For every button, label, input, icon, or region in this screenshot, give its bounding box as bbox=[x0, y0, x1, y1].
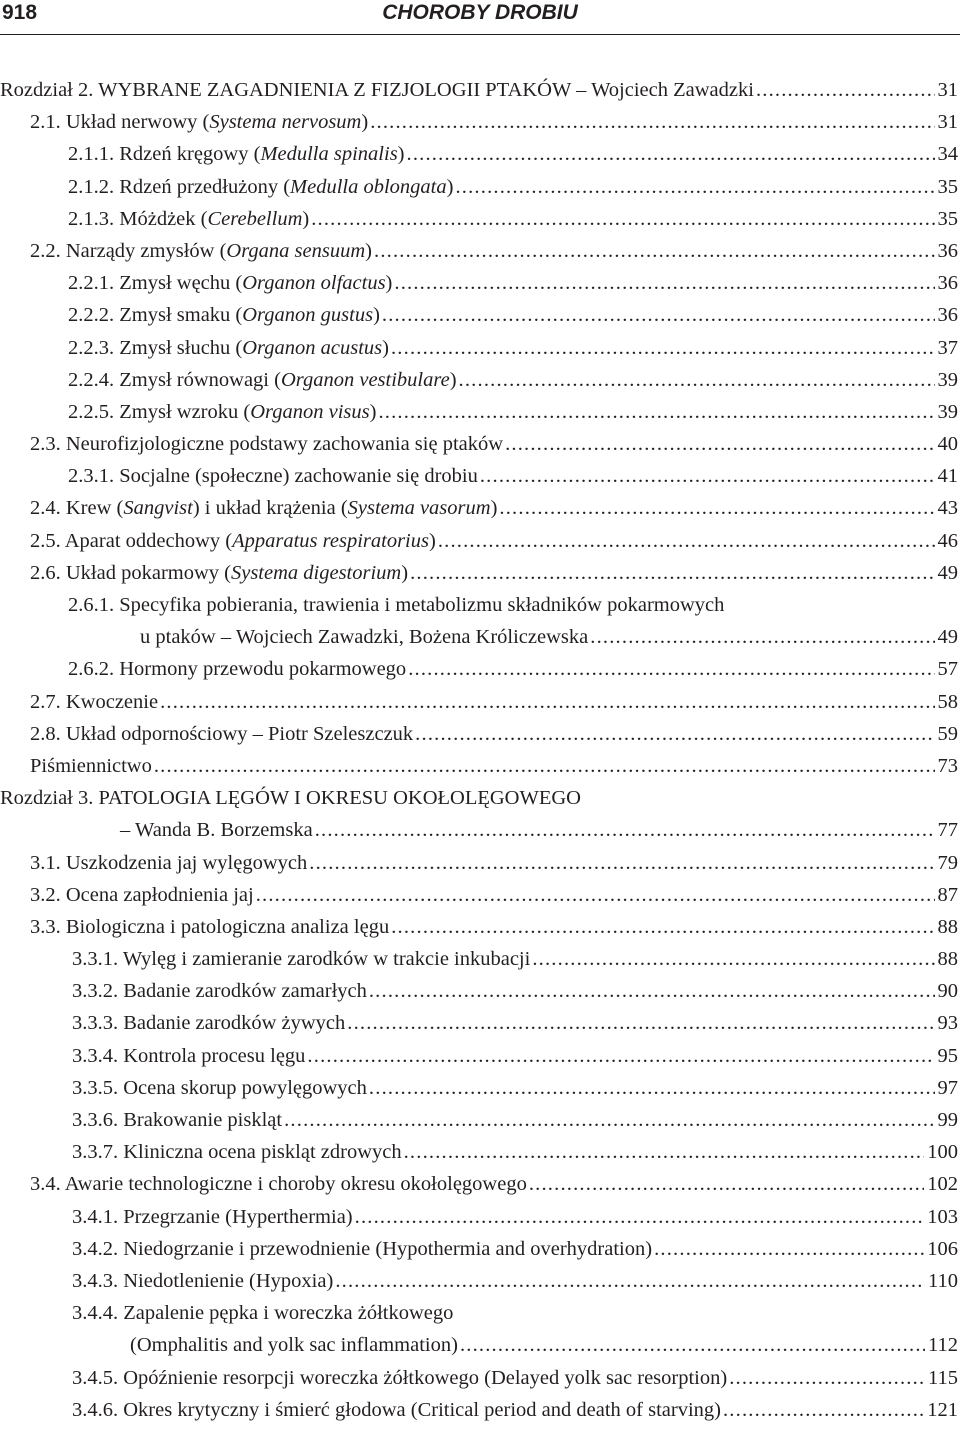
latin-term: Sangvist bbox=[123, 497, 193, 520]
toc-page-number: 37 bbox=[937, 336, 958, 359]
toc-entry-title: 3.4.6. Okres krytyczny i śmierć głodowa (Critical period and death of starving) bbox=[72, 1398, 721, 1421]
toc-entry-title: 2.3.1. Socjalne (społeczne) zachowanie się drobiu bbox=[68, 465, 478, 488]
toc-entry-first-line bbox=[0, 1297, 958, 1329]
dot-leader bbox=[408, 653, 934, 685]
toc-entry[interactable] bbox=[0, 1329, 958, 1361]
toc-page-number: 110 bbox=[928, 1269, 958, 1292]
dot-leader bbox=[532, 943, 934, 975]
dot-leader bbox=[723, 1394, 924, 1426]
toc-page-number: 100 bbox=[927, 1141, 958, 1164]
toc-entry[interactable] bbox=[0, 1233, 958, 1265]
toc-entry-title: (Omphalitis and yolk sac inflammation) bbox=[130, 1334, 458, 1357]
toc-entry-title: 2.6.2. Hormony przewodu pokarmowego bbox=[68, 658, 407, 681]
dot-leader bbox=[529, 1168, 924, 1200]
toc-page-number: 36 bbox=[937, 239, 958, 262]
toc-page-number: 88 bbox=[937, 915, 958, 938]
toc-page-number: 79 bbox=[937, 851, 958, 874]
toc-page-number: 58 bbox=[937, 690, 958, 713]
dot-leader bbox=[391, 911, 934, 943]
dot-leader bbox=[307, 1040, 934, 1072]
latin-term: Organon visus bbox=[250, 400, 370, 423]
toc-entry-title: 2.3. Neurofizjologiczne podstawy zachowania się ptaków bbox=[30, 433, 504, 456]
dot-leader bbox=[347, 1007, 934, 1039]
dot-leader bbox=[505, 428, 934, 460]
latin-term: Systema nervosum bbox=[209, 111, 362, 134]
table-of-contents bbox=[0, 74, 958, 1426]
toc-entry[interactable] bbox=[0, 299, 958, 331]
toc-page-number: 57 bbox=[937, 658, 958, 681]
toc-entry-title: 2.1.2. Rdzeń przedłużony (Medulla oblongata) bbox=[68, 175, 454, 198]
toc-entry-title: 2.8. Układ odpornościowy – Piotr Szeleszczuk bbox=[30, 722, 414, 745]
toc-entry[interactable] bbox=[0, 750, 958, 782]
latin-term: Organon olfactus bbox=[242, 272, 386, 295]
toc-entry[interactable] bbox=[0, 1040, 958, 1072]
dot-leader bbox=[459, 364, 935, 396]
toc-page-number: 34 bbox=[937, 143, 958, 166]
toc-entry[interactable] bbox=[0, 1007, 958, 1039]
toc-entry[interactable] bbox=[0, 1362, 958, 1394]
toc-page-number: 112 bbox=[928, 1334, 958, 1357]
toc-page-number: 121 bbox=[927, 1398, 958, 1421]
dot-leader bbox=[729, 1362, 925, 1394]
dot-leader bbox=[311, 203, 934, 235]
toc-page-number: 35 bbox=[937, 207, 958, 230]
toc-page-number: 115 bbox=[928, 1366, 958, 1389]
toc-page-number: 97 bbox=[937, 1076, 958, 1099]
toc-entry-title: 2.6.1. Specyfika pobierania, trawienia i metabolizmu składników pokarmowych bbox=[68, 594, 725, 616]
toc-entry-title: 2.2.5. Zmysł wzroku (Organon visus) bbox=[68, 400, 377, 423]
toc-page-number: 49 bbox=[937, 561, 958, 584]
toc-entry[interactable] bbox=[0, 1168, 958, 1200]
dot-leader bbox=[309, 847, 934, 879]
toc-page-number: 93 bbox=[937, 1012, 958, 1035]
header-rule bbox=[0, 34, 960, 35]
dot-leader bbox=[378, 396, 934, 428]
dot-leader bbox=[415, 718, 934, 750]
toc-entry[interactable] bbox=[0, 975, 958, 1007]
latin-term: Systema digestorium bbox=[230, 561, 402, 584]
page-header bbox=[0, 0, 960, 36]
toc-entry-title: 2.2.4. Zmysł równowagi (Organon vestibulare) bbox=[68, 368, 457, 391]
toc-entry-title: Rozdział 3. PATOLOGIA LĘGÓW I OKRESU OKOŁOLĘGOWEGO bbox=[0, 787, 581, 810]
toc-entry[interactable] bbox=[0, 332, 958, 364]
toc-page-number: 43 bbox=[937, 497, 958, 520]
dot-leader bbox=[438, 525, 935, 557]
toc-page-number: 41 bbox=[937, 465, 958, 488]
toc-entry[interactable] bbox=[0, 847, 958, 879]
toc-entry-title: 2.2.3. Zmysł słuchu (Organon acustus) bbox=[68, 336, 389, 359]
toc-entry-first-line bbox=[0, 589, 958, 621]
toc-entry-title: 3.4.5. Opóźnienie resorpcji woreczka żółtkowego (Delayed yolk sac resorption) bbox=[72, 1366, 728, 1389]
toc-entry-title: 3.4.4. Zapalenie pępka i woreczka żółtkowego bbox=[72, 1302, 454, 1325]
toc-entry[interactable] bbox=[0, 943, 958, 975]
latin-term: Organa sensuum bbox=[226, 239, 366, 262]
toc-entry-first-line bbox=[0, 782, 958, 814]
toc-page-number: 95 bbox=[937, 1044, 958, 1067]
toc-page-number: 35 bbox=[937, 175, 958, 198]
latin-term: Organon acustus bbox=[242, 336, 383, 359]
toc-entry-title: 2.2. Narządy zmysłów (Organa sensuum) bbox=[30, 239, 372, 262]
dot-leader bbox=[154, 750, 935, 782]
dot-leader bbox=[410, 557, 934, 589]
toc-entry[interactable] bbox=[0, 396, 958, 428]
latin-term: Cerebellum bbox=[207, 207, 303, 230]
dot-leader bbox=[284, 1104, 934, 1136]
toc-entry-title: 2.6. Układ pokarmowy (Systema digestorium) bbox=[30, 561, 409, 584]
page-number: 918 bbox=[2, 1, 38, 24]
toc-page-number: 59 bbox=[937, 722, 958, 745]
latin-term: Apparatus respiratorius bbox=[232, 529, 429, 552]
toc-page-number: 90 bbox=[937, 980, 958, 1003]
dot-leader bbox=[374, 235, 935, 267]
toc-entry-title: 2.2.1. Zmysł węchu (Organon olfactus) bbox=[68, 272, 393, 295]
toc-entry-title: Rozdział 2. WYBRANE ZAGADNIENIA Z FIZJOLOGII PTAKÓW – Wojciech Zawadzki bbox=[0, 79, 754, 101]
toc-entry-title: 3.3.2. Badanie zarodków zamarłych bbox=[72, 980, 367, 1003]
toc-entry[interactable] bbox=[0, 203, 958, 235]
toc-page-number: 31 bbox=[937, 111, 958, 134]
toc-page-number: 39 bbox=[937, 400, 958, 423]
toc-entry[interactable] bbox=[0, 1265, 958, 1297]
latin-term: Medulla spinalis bbox=[260, 143, 398, 166]
toc-entry-title: 2.1.1. Rdzeń kręgowy (Medulla spinalis) bbox=[68, 143, 405, 166]
toc-entry[interactable] bbox=[0, 171, 958, 203]
toc-entry[interactable] bbox=[0, 686, 958, 718]
toc-page-number: 36 bbox=[937, 272, 958, 295]
latin-term: Organon vestibulare bbox=[280, 368, 450, 391]
toc-entry[interactable] bbox=[0, 1394, 958, 1426]
toc-entry[interactable] bbox=[0, 138, 958, 170]
toc-entry-title: 3.4.2. Niedogrzanie i przewodnienie (Hypothermia and overhydration) bbox=[72, 1237, 653, 1260]
toc-entry-title: 3.3.5. Ocena skorup powylęgowych bbox=[72, 1076, 367, 1099]
toc-entry[interactable] bbox=[0, 267, 958, 299]
dot-leader bbox=[404, 1136, 925, 1168]
latin-term: Organon gustus bbox=[242, 304, 374, 327]
toc-entry[interactable] bbox=[0, 557, 958, 589]
dot-leader bbox=[355, 1201, 925, 1233]
dot-leader bbox=[590, 621, 934, 653]
toc-page-number: 87 bbox=[937, 883, 958, 906]
toc-page-number: 88 bbox=[937, 948, 958, 971]
toc-entry-title: 2.5. Aparat oddechowy (Apparatus respiratorius) bbox=[30, 529, 436, 552]
toc-entry[interactable] bbox=[0, 1201, 958, 1233]
toc-page-number: 73 bbox=[937, 754, 958, 777]
toc-entry[interactable] bbox=[0, 492, 958, 524]
latin-term: Systema vasorum bbox=[347, 497, 491, 520]
toc-entry-title: 2.1. Układ nerwowy (Systema nervosum) bbox=[30, 111, 369, 134]
toc-entry[interactable] bbox=[0, 74, 958, 106]
dot-leader bbox=[369, 1072, 935, 1104]
toc-entry-title: 3.3. Biologiczna i patologiczna analiza lęgu bbox=[30, 915, 390, 938]
toc-page-number: 46 bbox=[937, 529, 958, 552]
dot-leader bbox=[256, 879, 935, 911]
toc-page-number: 102 bbox=[927, 1173, 958, 1196]
toc-page-number: 77 bbox=[937, 819, 958, 842]
dot-leader bbox=[654, 1233, 924, 1265]
dot-leader bbox=[394, 267, 934, 299]
toc-entry[interactable] bbox=[0, 653, 958, 685]
toc-entry[interactable] bbox=[0, 814, 958, 846]
toc-entry[interactable] bbox=[0, 911, 958, 943]
toc-entry-title: 3.2. Ocena zapłodnienia jaj bbox=[30, 883, 254, 906]
toc-entry[interactable] bbox=[0, 525, 958, 557]
dot-leader bbox=[315, 814, 935, 846]
toc-entry-title: – Wanda B. Borzemska bbox=[120, 819, 313, 842]
toc-entry[interactable] bbox=[0, 364, 958, 396]
toc-entry-title: 2.2.2. Zmysł smaku (Organon gustus) bbox=[68, 304, 380, 327]
dot-leader bbox=[480, 460, 935, 492]
toc-entry-title: 3.3.6. Brakowanie piskląt bbox=[72, 1109, 283, 1131]
toc-entry[interactable] bbox=[0, 1136, 958, 1168]
dot-leader bbox=[756, 74, 935, 106]
toc-entry-title: 2.4. Krew (Sangvist) i układ krążenia (Systema vasorum) bbox=[30, 497, 498, 520]
toc-page-number: 49 bbox=[937, 626, 958, 649]
toc-entry[interactable] bbox=[0, 621, 958, 653]
toc-entry-title: 3.3.1. Wylęg i zamieranie zarodków w trakcie inkubacji bbox=[72, 948, 531, 971]
toc-entry[interactable] bbox=[0, 718, 958, 750]
dot-leader bbox=[382, 299, 935, 331]
toc-page-number: 103 bbox=[927, 1205, 958, 1228]
toc-page-number: 39 bbox=[937, 368, 958, 391]
toc-entry-title: 3.3.7. Kliniczna ocena piskląt zdrowych bbox=[72, 1141, 402, 1164]
toc-entry-title: u ptaków – Wojciech Zawadzki, Bożena Króliczewska bbox=[140, 626, 589, 649]
toc-entry-title: 2.1.3. Móżdżek (Cerebellum) bbox=[68, 207, 310, 230]
toc-page-number: 106 bbox=[927, 1237, 958, 1260]
toc-entry[interactable] bbox=[0, 879, 958, 911]
dot-leader bbox=[369, 975, 935, 1007]
dot-leader bbox=[460, 1329, 925, 1361]
toc-entry[interactable] bbox=[0, 428, 958, 460]
toc-page-number: 31 bbox=[937, 79, 958, 101]
toc-entry-title: 2.7. Kwoczenie bbox=[30, 690, 159, 713]
toc-entry-title: 3.4.3. Niedotlenienie (Hypoxia) bbox=[72, 1269, 334, 1292]
dot-leader bbox=[370, 106, 934, 138]
latin-term: Medulla oblongata bbox=[290, 175, 447, 198]
toc-entry-title: 3.4. Awarie technologiczne i choroby okresu okołolęgowego bbox=[30, 1173, 527, 1196]
toc-page-number: 99 bbox=[937, 1109, 958, 1131]
toc-entry[interactable] bbox=[0, 235, 958, 267]
dot-leader bbox=[335, 1265, 925, 1297]
toc-entry-title: 3.1. Uszkodzenia jaj wylęgowych bbox=[30, 851, 308, 874]
dot-leader bbox=[391, 332, 935, 364]
toc-entry[interactable] bbox=[0, 1072, 958, 1104]
toc-entry-title: 3.3.3. Badanie zarodków żywych bbox=[72, 1012, 346, 1035]
toc-page-number: 40 bbox=[937, 433, 958, 456]
dot-leader bbox=[160, 686, 934, 718]
toc-entry[interactable] bbox=[0, 106, 958, 138]
toc-entry-title: Piśmiennictwo bbox=[30, 754, 152, 777]
toc-entry-title: 3.3.4. Kontrola procesu lęgu bbox=[72, 1044, 306, 1067]
toc-entry-title: 3.4.1. Przegrzanie (Hyperthermia) bbox=[72, 1205, 353, 1228]
toc-entry[interactable] bbox=[0, 460, 958, 492]
dot-leader bbox=[455, 171, 934, 203]
running-title: CHOROBY DROBIU bbox=[382, 1, 578, 24]
dot-leader bbox=[407, 138, 935, 170]
dot-leader bbox=[499, 492, 934, 524]
toc-entry[interactable] bbox=[0, 1104, 958, 1136]
toc-page-number: 36 bbox=[937, 304, 958, 327]
